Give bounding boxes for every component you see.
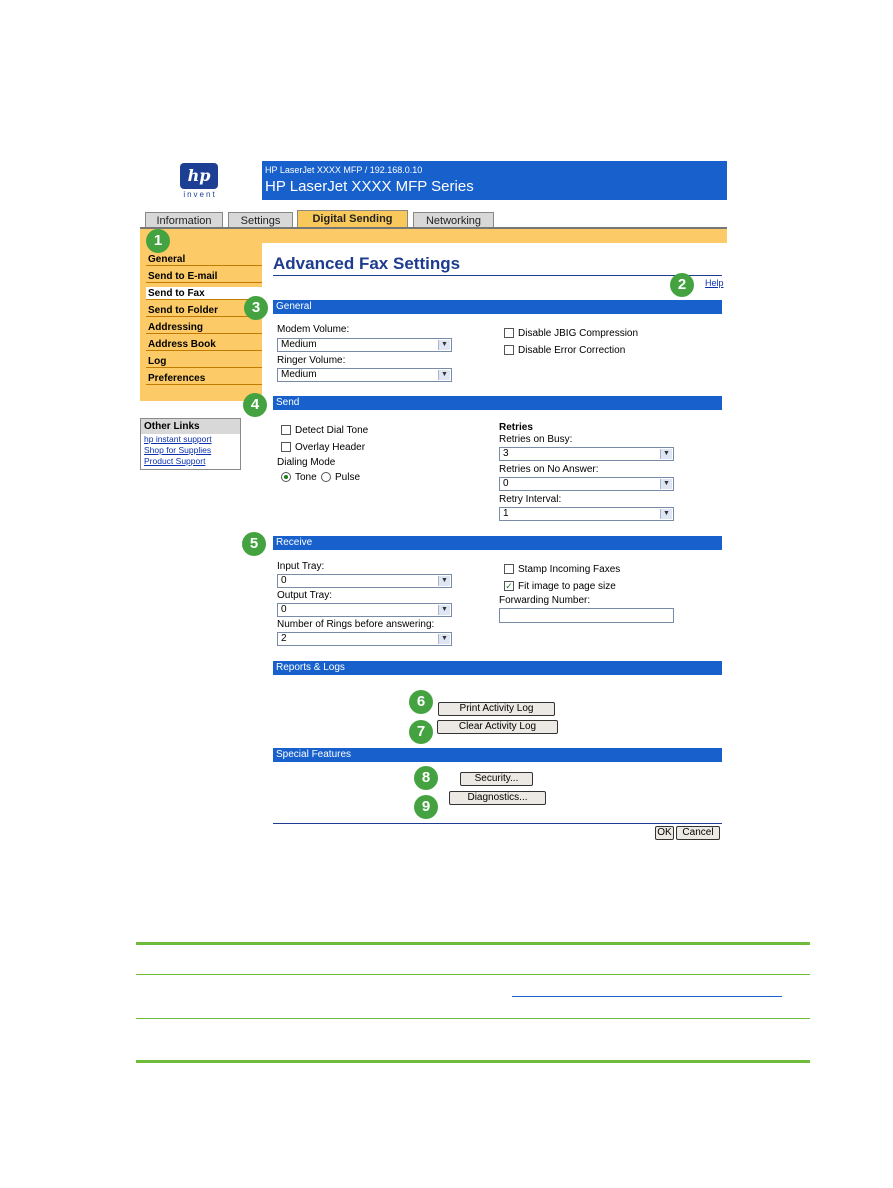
link-hp-instant-support[interactable]: hp instant support <box>144 434 212 444</box>
retry-interval-label: Retry Interval: <box>499 494 562 505</box>
stamp-incoming-checkbox[interactable] <box>504 564 514 574</box>
section-send: Send <box>273 396 722 410</box>
sidebar-item-log[interactable]: Log <box>146 355 262 368</box>
input-tray-select[interactable]: 0 ▼ <box>277 574 452 588</box>
callout-1: 1 <box>146 229 170 253</box>
callout-2: 2 <box>670 273 694 297</box>
section-receive: Receive <box>273 536 722 550</box>
sidebar-item-preferences[interactable]: Preferences <box>146 372 262 385</box>
sidebar-item-general[interactable]: General <box>146 253 262 266</box>
sidebar-item-addressing[interactable]: Addressing <box>146 321 262 334</box>
table-header-rule <box>136 974 810 975</box>
hp-logo-subtext: invent <box>183 190 217 199</box>
chevron-down-icon: ▼ <box>660 479 672 489</box>
input-tray-label: Input Tray: <box>277 561 325 572</box>
ringer-volume-label: Ringer Volume: <box>277 355 346 366</box>
cancel-button[interactable]: Cancel <box>676 826 720 840</box>
rings-select[interactable]: 2 ▼ <box>277 632 452 646</box>
chevron-down-icon: ▼ <box>660 449 672 459</box>
chevron-down-icon: ▼ <box>438 370 450 380</box>
help-link[interactable]: Help <box>705 278 724 288</box>
disable-error-correction-checkbox[interactable] <box>504 345 514 355</box>
table-bottom-rule <box>136 1060 810 1063</box>
retries-no-answer-select[interactable]: 0 ▼ <box>499 477 674 491</box>
pulse-radio[interactable] <box>321 472 331 482</box>
tab-settings[interactable]: Settings <box>228 212 293 228</box>
overlay-header-label: Overlay Header <box>295 442 366 453</box>
sidebar-item-send-to-fax[interactable]: Send to Fax <box>146 287 262 300</box>
retries-no-answer-label: Retries on No Answer: <box>499 464 599 475</box>
header-banner <box>262 161 727 200</box>
other-links-box <box>140 418 241 470</box>
disable-error-correction-label: Disable Error Correction <box>518 345 626 356</box>
detect-dial-tone-checkbox[interactable] <box>281 425 291 435</box>
orange-band <box>140 229 727 243</box>
table-top-rule <box>136 942 810 945</box>
other-links-header: Other Links <box>141 419 240 434</box>
callout-9: 9 <box>414 795 438 819</box>
retries-busy-select[interactable]: 3 ▼ <box>499 447 674 461</box>
table-row-rule <box>136 1018 810 1019</box>
print-activity-log-button[interactable]: Print Activity Log <box>438 702 555 716</box>
tab-networking[interactable]: Networking <box>413 212 494 228</box>
overlay-header-checkbox[interactable] <box>281 442 291 452</box>
pulse-label: Pulse <box>335 472 361 483</box>
forwarding-number-label: Forwarding Number: <box>499 595 591 606</box>
retries-title: Retries <box>499 422 533 433</box>
diagnostics-button[interactable]: Diagnostics... <box>449 791 546 805</box>
output-tray-select[interactable]: 0 ▼ <box>277 603 452 617</box>
modem-volume-select[interactable]: Medium ▼ <box>277 338 452 352</box>
modem-volume-label: Modem Volume: <box>277 324 350 335</box>
retry-interval-select[interactable]: 1 ▼ <box>499 507 674 521</box>
chevron-down-icon: ▼ <box>438 634 450 644</box>
disable-jbig-checkbox[interactable] <box>504 328 514 338</box>
sidebar-item-send-to-folder[interactable]: Send to Folder <box>146 304 262 317</box>
section-reports-logs: Reports & Logs <box>273 661 722 675</box>
tab-information[interactable]: Information <box>145 212 223 228</box>
ringer-volume-select[interactable]: Medium ▼ <box>277 368 452 382</box>
chevron-down-icon: ▼ <box>438 605 450 615</box>
output-tray-label: Output Tray: <box>277 590 333 601</box>
forwarding-number-input[interactable] <box>499 608 674 623</box>
callout-4: 4 <box>243 393 267 417</box>
retries-busy-label: Retries on Busy: <box>499 434 573 445</box>
clear-activity-log-button[interactable]: Clear Activity Log <box>437 720 558 734</box>
sidebar-item-send-to-email[interactable]: Send to E-mail <box>146 270 262 283</box>
detect-dial-tone-label: Detect Dial Tone <box>295 425 369 436</box>
chevron-down-icon: ▼ <box>438 576 450 586</box>
security-button[interactable]: Security... <box>460 772 533 786</box>
rings-label: Number of Rings before answering: <box>277 619 435 630</box>
dialing-mode-label: Dialing Mode <box>277 457 336 468</box>
callout-6: 6 <box>409 690 433 714</box>
sidebar-item-address-book[interactable]: Address Book <box>146 338 262 351</box>
page-title: Advanced Fax Settings <box>273 254 461 273</box>
title-rule <box>273 275 722 276</box>
fit-image-label: Fit image to page size <box>518 581 616 592</box>
hp-logo: hp <box>180 163 218 189</box>
disable-jbig-label: Disable JBIG Compression <box>518 328 639 339</box>
stamp-incoming-label: Stamp Incoming Faxes <box>518 564 621 575</box>
callout-5: 5 <box>242 532 266 556</box>
device-subtitle: HP LaserJet XXXX MFP / 192.168.0.10 <box>265 165 423 175</box>
fit-image-checkbox[interactable]: ✓ <box>505 581 513 591</box>
bottom-rule <box>273 823 722 824</box>
section-general: General <box>273 300 722 314</box>
chevron-down-icon: ▼ <box>438 340 450 350</box>
callout-7: 7 <box>409 720 433 744</box>
ok-button[interactable]: OK <box>655 826 674 840</box>
tone-label: Tone <box>295 472 317 483</box>
chevron-down-icon: ▼ <box>660 509 672 519</box>
callout-8: 8 <box>414 766 438 790</box>
link-shop-for-supplies[interactable]: Shop for Supplies <box>144 445 212 455</box>
tone-radio[interactable] <box>281 472 291 482</box>
device-title: HP LaserJet XXXX MFP Series <box>265 178 474 195</box>
table-link-underline <box>512 996 782 997</box>
tab-digital-sending[interactable]: Digital Sending <box>297 210 408 229</box>
callout-3: 3 <box>244 296 268 320</box>
link-product-support[interactable]: Product Support <box>144 456 206 466</box>
section-special-features: Special Features <box>273 748 722 762</box>
